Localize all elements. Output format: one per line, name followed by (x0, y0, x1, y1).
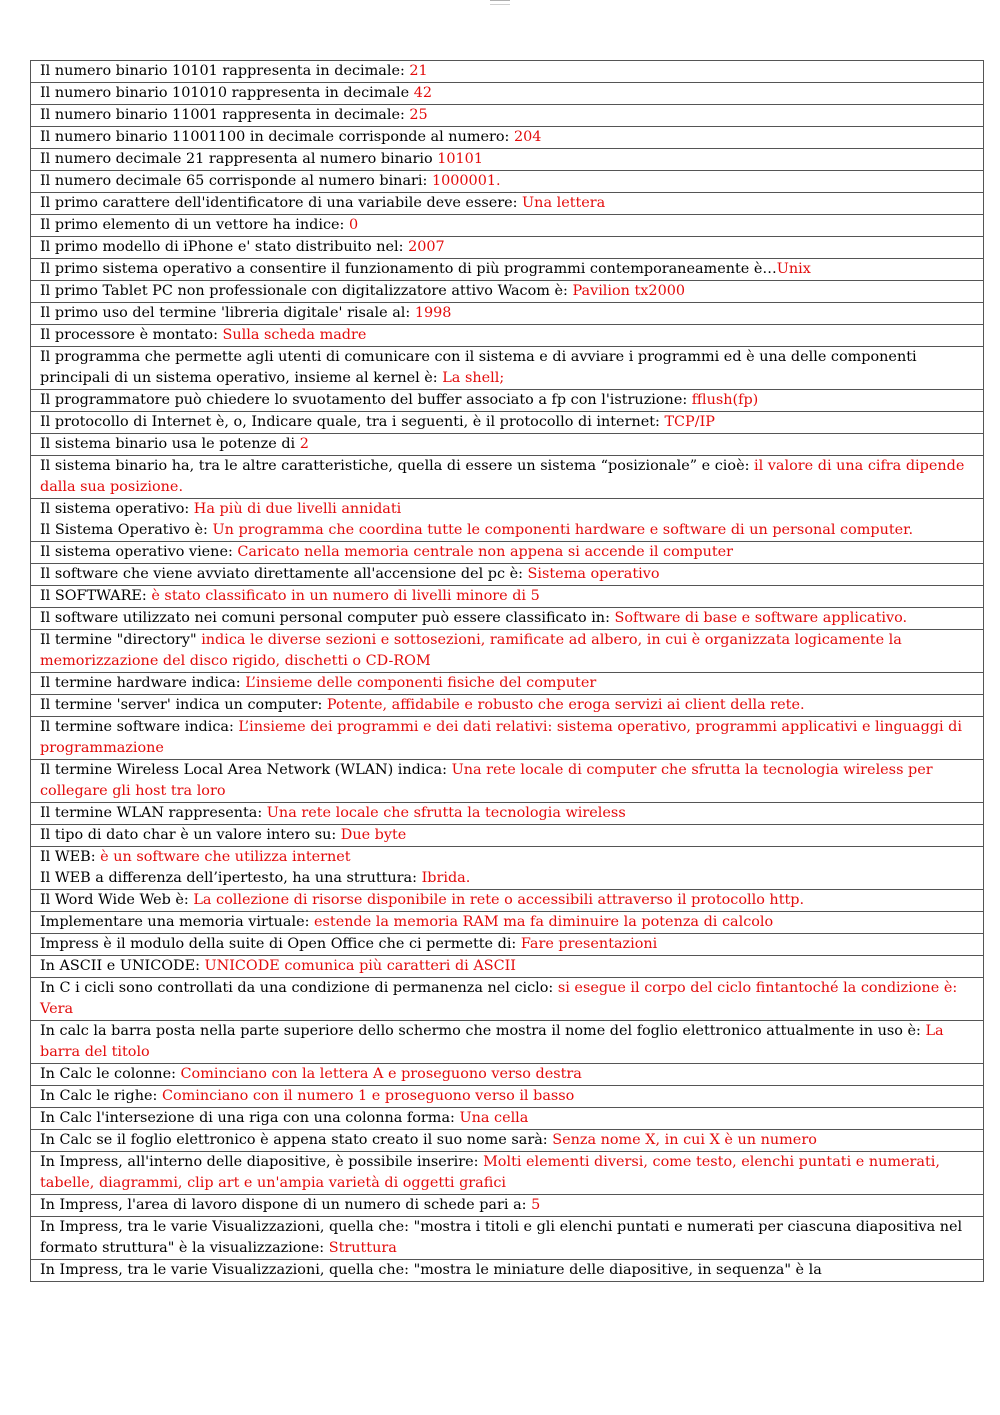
answer-text: Sulla scheda madre (222, 327, 367, 343)
table-cell (31, 171, 984, 193)
qa-line (40, 414, 715, 430)
qa-line (40, 697, 805, 713)
table-row (31, 215, 984, 237)
answer-text: 42 (413, 85, 433, 101)
question-text: Il sistema operativo: (40, 501, 194, 517)
table-row (31, 1021, 984, 1064)
table-row (31, 847, 984, 890)
question-text: Il protocollo di Internet è, o, Indicare quale, tra i seguenti, è il protocollo di internet: (40, 414, 665, 430)
table-cell (31, 237, 984, 259)
table-row (31, 934, 984, 956)
table-row (31, 499, 984, 542)
question-text: Il termine software indica: (40, 719, 239, 735)
answer-text: TCP/IP (664, 414, 715, 430)
qa-table (30, 60, 984, 1282)
question-text: In Impress, all'interno delle diapositive, è possibile inserire: (40, 1154, 484, 1170)
table-row (31, 890, 984, 912)
qa-line (40, 544, 733, 560)
table-row (31, 673, 984, 695)
answer-text: 10101 (437, 151, 483, 167)
answer-text: 2007 (408, 239, 445, 255)
question-text: Il software utilizzato nei comuni personal computer può essere classificato in: (40, 610, 615, 626)
table-row (31, 281, 984, 303)
answer-text: indica le diverse sezioni e sottosezioni, ramificate ad albero, in cui è organizzata logicamente la memorizzazione del disco rigido, dischetti o CD-ROM (40, 632, 902, 669)
answer-text: Una rete locale che sfrutta la tecnologia wireless (266, 805, 626, 821)
qa-line (40, 675, 596, 691)
answer-text: Ibrida. (421, 870, 471, 886)
question-text: Il WEB a differenza dell’ipertesto, ha una struttura: (40, 870, 422, 886)
answer-text: UNICODE comunica più caratteri di ASCII (204, 958, 516, 974)
question-text: Impress è il modulo della suite di Open Office che ci permette di: (40, 936, 521, 952)
table-cell (31, 193, 984, 215)
table-cell (31, 325, 984, 347)
qa-line (40, 936, 657, 952)
table-row (31, 412, 984, 434)
answer-text: Una cella (459, 1110, 529, 1126)
table-row (31, 347, 984, 390)
table-cell (31, 1195, 984, 1217)
question-text: Il tipo di dato char è un valore intero su: (40, 827, 341, 843)
table-cell (31, 1108, 984, 1130)
question-text: Il sistema binario ha, tra le altre caratteristiche, quella di essere un sistema “posizionale” e cioè: (40, 458, 755, 474)
question-text: In Calc le colonne: (40, 1066, 181, 1082)
page-header-mark (490, 0, 510, 5)
question-text: In C i cicli sono controllati da una condizione di permanenza nel ciclo: (40, 980, 558, 996)
table-row (31, 390, 984, 412)
question-text: Il termine WLAN rappresenta: (40, 805, 267, 821)
qa-line (40, 261, 811, 277)
table-cell (31, 890, 984, 912)
qa-line (40, 892, 804, 908)
table-cell (31, 934, 984, 956)
qa-line (40, 436, 309, 452)
answer-text: Potente, affidabile e robusto che eroga servizi ai client della rete. (326, 697, 805, 713)
table-cell (31, 499, 984, 542)
table-cell (31, 1064, 984, 1086)
answer-text: La shell; (442, 370, 505, 386)
answer-text: La collezione di risorse disponibile in rete o accessibili attraverso il protocollo http. (193, 892, 805, 908)
qa-line (40, 610, 907, 626)
table-cell (31, 303, 984, 325)
qa-line (40, 1132, 817, 1148)
table-cell (31, 630, 984, 673)
answer-text: 0 (348, 217, 359, 233)
table-row (31, 912, 984, 934)
table-row (31, 542, 984, 564)
answer-text: 5 (531, 1197, 541, 1213)
answer-text: Unix (776, 261, 811, 277)
question-text: Il numero binario 11001 rappresenta in decimale: (40, 107, 410, 123)
question-text: Il termine "directory" (40, 632, 202, 648)
table-row (31, 259, 984, 281)
question-text: Il primo elemento di un vettore ha indice: (40, 217, 349, 233)
table-cell (31, 83, 984, 105)
table-row (31, 956, 984, 978)
answer-text: Cominciano con la lettera A e proseguono verso destra (180, 1066, 582, 1082)
qa-line (40, 958, 516, 974)
answer-text: La barra del titolo (40, 1023, 944, 1060)
table-cell (31, 586, 984, 608)
table-row (31, 193, 984, 215)
qa-line (40, 327, 366, 343)
question-text: Il numero decimale 65 corrisponde al numero binari: (40, 173, 432, 189)
table-cell (31, 281, 984, 303)
table-row (31, 760, 984, 803)
question-text: Il programmatore può chiedere lo svuotamento del buffer associato a fp con l'istruzione: (40, 392, 692, 408)
qa-line (40, 588, 540, 604)
qa-line (40, 1197, 540, 1213)
question-text: Il software che viene avviato direttamente all'accensione del pc è: (40, 566, 528, 582)
answer-text: 1000001. (431, 173, 501, 189)
table-cell (31, 1130, 984, 1152)
question-text: Il primo modello di iPhone e' stato distribuito nel: (40, 239, 409, 255)
table-row (31, 127, 984, 149)
table-cell (31, 760, 984, 803)
question-text: In ASCII e UNICODE: (40, 958, 205, 974)
answer-text: 2 (299, 436, 309, 452)
question-text: Il termine 'server' indica un computer: (40, 697, 327, 713)
answer-text: Senza nome X, in cui X è un numero (552, 1132, 817, 1148)
qa-line (40, 980, 957, 1017)
question-text: Il termine hardware indica: (40, 675, 246, 691)
table-cell (31, 149, 984, 171)
answer-text: Software di base e software applicativo. (614, 610, 908, 626)
question-text: Il processore è montato: (40, 327, 223, 343)
table-row (31, 1260, 984, 1282)
answer-text: fflush(fp) (691, 392, 759, 408)
table-row (31, 564, 984, 586)
table-row (31, 149, 984, 171)
answer-text: 25 (409, 107, 428, 123)
answer-text: Una lettera (522, 195, 606, 211)
qa-line (40, 719, 962, 756)
question-text: Il numero binario 10101 rappresenta in decimale: (40, 63, 410, 79)
answer-text: Un programma che coordina tutte le componenti hardware e software di un personal computer. (212, 522, 914, 538)
answer-text: 21 (409, 63, 428, 79)
answer-text: Molti elementi diversi, come testo, elenchi puntati e numerati, tabelle, diagrammi, clip art e un'ampia varietà di oggetti grafici (40, 1154, 940, 1191)
qa-line (40, 151, 483, 167)
qa-line (40, 1088, 574, 1104)
answer-text: estende la memoria RAM ma fa diminuire la potenza di calcolo (314, 914, 774, 930)
table-row (31, 1108, 984, 1130)
table-row (31, 456, 984, 499)
answer-text: si esegue il corpo del ciclo fintantoché la condizione è: Vera (40, 980, 958, 1017)
qa-line (40, 1154, 940, 1191)
table-cell (31, 1021, 984, 1064)
qa-line (40, 1023, 944, 1060)
table-cell (31, 956, 984, 978)
answer-text: Fare presentazioni (520, 936, 658, 952)
qa-line (40, 632, 902, 669)
answer-text: L’insieme delle componenti fisiche del computer (245, 675, 597, 691)
answer-text: 1998 (414, 305, 452, 321)
qa-line (40, 392, 758, 408)
question-text: Il primo uso del termine 'libreria digitale' risale al: (40, 305, 415, 321)
answer-text: Sistema operativo (527, 566, 660, 582)
table-row (31, 717, 984, 760)
question-text: Il SOFTWARE: (40, 588, 152, 604)
table-row (31, 630, 984, 673)
qa-line (40, 868, 974, 889)
qa-line (40, 1110, 528, 1126)
table-row (31, 608, 984, 630)
table-cell (31, 456, 984, 499)
qa-line (40, 1066, 582, 1082)
table-row (31, 1217, 984, 1260)
question-text: Il primo Tablet PC non professionale con digitalizzatore attivo Wacom è: (40, 283, 573, 299)
table-row (31, 1086, 984, 1108)
qa-line (40, 107, 428, 123)
table-row (31, 695, 984, 717)
qa-line (40, 349, 917, 386)
qa-line (40, 762, 933, 799)
table-row (31, 1130, 984, 1152)
table-cell (31, 390, 984, 412)
question-text: Il Sistema Operativo è: (40, 522, 213, 538)
answer-text: Caricato nella memoria centrale non appena si accende il computer (237, 544, 734, 560)
qa-line (40, 827, 406, 843)
table-row (31, 825, 984, 847)
qa-line (40, 847, 974, 868)
table-cell (31, 412, 984, 434)
table-row (31, 61, 984, 83)
qa-line (40, 239, 445, 255)
table-cell (31, 105, 984, 127)
table-cell (31, 542, 984, 564)
table-cell (31, 912, 984, 934)
table-row (31, 1195, 984, 1217)
table-cell (31, 673, 984, 695)
answer-text: è stato classificato in un numero di livelli minore di 5 (151, 588, 540, 604)
table-row (31, 1064, 984, 1086)
question-text: Il programma che permette agli utenti di comunicare con il sistema e di avviare i programmi ed è una delle componenti principali di un sistema operativo, insieme al kernel è: (40, 349, 917, 386)
table-cell (31, 1260, 984, 1282)
table-cell (31, 847, 984, 890)
question-text: Il sistema binario usa le potenze di (40, 436, 300, 452)
table-cell (31, 1217, 984, 1260)
table-cell (31, 564, 984, 586)
qa-line (40, 129, 541, 145)
qa-line (40, 173, 501, 189)
qa-line (40, 1219, 962, 1256)
question-text: Il Word Wide Web è: (40, 892, 194, 908)
qa-line (40, 283, 685, 299)
question-text: Il numero binario 11001100 in decimale corrisponde al numero: (40, 129, 514, 145)
question-text: Il primo sistema operativo a consentire il funzionamento di più programmi contemporaneamente è… (40, 261, 777, 277)
table-cell (31, 803, 984, 825)
qa-line (40, 85, 432, 101)
question-text: In Calc le righe: (40, 1088, 162, 1104)
question-text: In calc la barra posta nella parte superiore dello schermo che mostra il nome del foglio elettronico attualmente in uso è: (40, 1023, 926, 1039)
qa-line (40, 195, 605, 211)
qa-line (40, 305, 451, 321)
table-cell (31, 127, 984, 149)
table-row (31, 105, 984, 127)
table-cell (31, 695, 984, 717)
qa-line (40, 63, 428, 79)
question-text: In Calc se il foglio elettronico è appena stato creato il suo nome sarà: (40, 1132, 553, 1148)
table-row (31, 1152, 984, 1195)
answer-text: Struttura (328, 1240, 397, 1256)
table-cell (31, 259, 984, 281)
answer-text: Pavilion tx2000 (572, 283, 686, 299)
table-row (31, 803, 984, 825)
answer-text: Una rete locale di computer che sfrutta la tecnologia wireless per collegare gli host tra loro (40, 762, 933, 799)
table-row (31, 171, 984, 193)
question-text: In Calc l'intersezione di una riga con una colonna forma: (40, 1110, 460, 1126)
table-row (31, 978, 984, 1021)
answer-text: è un software che utilizza internet (100, 849, 351, 865)
qa-line (40, 217, 358, 233)
table-row (31, 237, 984, 259)
answer-text: il valore di una cifra dipende dalla sua posizione. (40, 458, 965, 495)
answer-text: Due byte (340, 827, 407, 843)
qa-line (40, 458, 964, 495)
question-text: In Impress, tra le varie Visualizzazioni, quella che: "mostra i titoli e gli elenchi puntati e numerati per ciascuna diapositiva nel formato struttura" è la visualizzazione: (40, 1219, 963, 1256)
table-row (31, 586, 984, 608)
table-cell (31, 215, 984, 237)
qa-line (40, 1262, 822, 1278)
table-row (31, 83, 984, 105)
answer-text: Cominciano con il numero 1 e proseguono verso il basso (161, 1088, 575, 1104)
answer-text: 204 (513, 129, 542, 145)
qa-line (40, 566, 660, 582)
table-cell (31, 608, 984, 630)
table-cell (31, 1086, 984, 1108)
qa-line (40, 914, 773, 930)
question-text: Il primo carattere dell'identificatore di una variabile deve essere: (40, 195, 523, 211)
qa-line (40, 520, 974, 541)
qa-table-body (31, 61, 984, 1282)
table-cell (31, 434, 984, 456)
table-cell (31, 61, 984, 83)
qa-line (40, 499, 974, 520)
table-cell (31, 825, 984, 847)
answer-text: L’insieme dei programmi e dei dati relativi: sistema operativo, programmi applicativi e linguaggi di programmazione (40, 719, 962, 756)
question-text: Il numero decimale 21 rappresenta al numero binario (40, 151, 438, 167)
qa-line (40, 805, 626, 821)
table-cell (31, 347, 984, 390)
answer-text: Ha più di due livelli annidati (193, 501, 402, 517)
question-text: Implementare una memoria virtuale: (40, 914, 315, 930)
question-text: Il numero binario 101010 rappresenta in decimale (40, 85, 414, 101)
question-text: In Impress, l'area di lavoro dispone di un numero di schede pari a: (40, 1197, 532, 1213)
table-row (31, 434, 984, 456)
question-text: In Impress, tra le varie Visualizzazioni, quella che: "mostra le miniature delle diapositive, in sequenza" è la (40, 1262, 822, 1278)
table-cell (31, 978, 984, 1021)
question-text: Il sistema operativo viene: (40, 544, 238, 560)
table-row (31, 303, 984, 325)
question-text: Il termine Wireless Local Area Network (WLAN) indica: (40, 762, 452, 778)
question-text: Il WEB: (40, 849, 101, 865)
table-cell (31, 1152, 984, 1195)
table-cell (31, 717, 984, 760)
table-row (31, 325, 984, 347)
